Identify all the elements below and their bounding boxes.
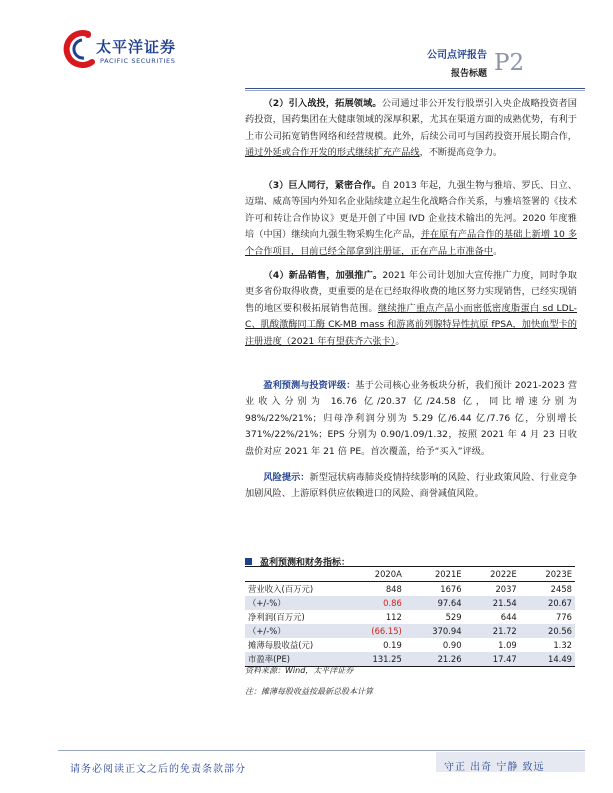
table-row bbox=[245, 624, 575, 638]
company-name-en: PACIFIC SECURITIES bbox=[100, 57, 176, 65]
paragraph-text: 公司通过非公开发行股票引入央企战略投资者国药投资，国药集团在大健康领域的深厚积累，尤其在渠道方面的成熟优势，有利于上市公司拓宽销售网络和经营规模。此外，后续公司可与国药投资开展长期合作， bbox=[245, 98, 577, 142]
table-cell: 776 bbox=[556, 612, 572, 622]
row-label: （+/-%） bbox=[245, 624, 343, 638]
paragraph-underline: 并在原有产品合作的基础上新增 10 多个合作项目，目前已经全部拿到注册证，正在产品上市准备中 bbox=[245, 229, 578, 257]
paragraph-tail: 。 bbox=[395, 335, 405, 347]
table-cell: 0.19 bbox=[383, 640, 402, 650]
page-number: P2 bbox=[494, 50, 525, 76]
column-header bbox=[245, 567, 343, 582]
table-cell: 1676 bbox=[440, 584, 462, 594]
paragraph-strategic-investor bbox=[245, 96, 577, 162]
row-label: （+/-%） bbox=[245, 596, 343, 610]
table-cell: 17.47 bbox=[465, 652, 520, 667]
table-cell: 112 bbox=[385, 612, 402, 622]
logo-mark-icon bbox=[58, 28, 98, 72]
row-label: 营业收入(百万元) bbox=[248, 584, 314, 594]
company-name: 太平洋证券 bbox=[96, 38, 177, 56]
row-label: 摊薄每股收益(元) bbox=[248, 640, 314, 650]
paragraph-heading: （2）引入战投，拓展领域。 bbox=[263, 98, 382, 109]
table-cell: 1.32 bbox=[553, 640, 572, 650]
column-header: 2020A bbox=[343, 567, 405, 582]
paragraph-heading: 盈利预测与投资评级： bbox=[263, 380, 356, 391]
table-note: 注：摊薄每股收益按最新总股本计算 bbox=[245, 687, 373, 696]
paragraph-underline: 通过外延或合作开发的形式继续扩充产品线 bbox=[245, 147, 420, 159]
paragraph-underline: 继续推广重点产品小而密低密度脂蛋白 sd LDL-C、肌酸激酶同工酶 CK-MB mass 和游离前列腺特异性抗原 fPSA，加快血型卡的注册进度（2021 年有望获齐六张卡） bbox=[245, 302, 577, 347]
footer-divider bbox=[58, 750, 585, 751]
table-cell: 21.72 bbox=[465, 624, 520, 638]
paragraph-tail: ，不断提高竞争力。 bbox=[419, 147, 503, 159]
footer-motto: 守正 出奇 宁静 致远 bbox=[444, 762, 545, 773]
paragraph-heading: （3）巨人同行，紧密合作。 bbox=[263, 180, 382, 191]
table-source: 资料来源：Wind，太平洋证券 bbox=[245, 666, 354, 675]
table-cell: 2037 bbox=[495, 584, 517, 594]
table-header-row bbox=[245, 567, 575, 582]
paragraph-risk-warning bbox=[245, 470, 577, 503]
table-row bbox=[245, 596, 575, 610]
paragraph-heading: 风险提示： bbox=[263, 472, 310, 483]
report-title-label: 报告标题 bbox=[450, 69, 487, 79]
financial-table bbox=[245, 566, 575, 667]
paragraph-new-products bbox=[245, 268, 577, 350]
paragraph-text: 新型冠状病毒肺炎疫情持续影响的风险、行业政策风险、行业竞争加剧风险、上游原料供应依赖进口的风险、商誉减值风险。 bbox=[245, 472, 578, 500]
table-cell: 644 bbox=[500, 612, 517, 622]
report-type: 公司点评报告 bbox=[427, 50, 487, 61]
table-cell: 0.86 bbox=[343, 596, 405, 610]
table-title-text: 盈利预测和财务指标： bbox=[260, 558, 351, 568]
column-header: 2021E bbox=[405, 567, 465, 582]
table-row bbox=[245, 582, 575, 597]
paragraph-text: 2021 年公司计划加大宣传推广力度，同时争取更多省份取得收费，更重要的是在已经取得收费的地区努力实现销售，已经实现销售的地区要积极拓展销售范围。 bbox=[245, 270, 577, 314]
square-bullet-icon bbox=[245, 558, 252, 565]
table-cell: 131.25 bbox=[343, 652, 405, 667]
column-header: 2022E bbox=[465, 567, 520, 582]
table-cell: 21.54 bbox=[465, 596, 520, 610]
table-row bbox=[245, 638, 575, 652]
table-cell: 0.90 bbox=[442, 640, 462, 650]
row-label: 市盈率(PE) bbox=[245, 652, 343, 667]
table-cell: 14.49 bbox=[520, 652, 575, 667]
column-header: 2023E bbox=[520, 567, 575, 582]
header-divider-secondary bbox=[245, 90, 585, 91]
table-cell: 20.56 bbox=[520, 624, 575, 638]
table-row bbox=[245, 610, 575, 624]
company-logo bbox=[58, 28, 208, 76]
paragraph-partnership bbox=[245, 178, 577, 260]
table-cell: 2458 bbox=[550, 584, 572, 594]
paragraph-tail: 。 bbox=[493, 245, 503, 257]
table-cell: 370.94 bbox=[405, 624, 465, 638]
table-cell: 21.26 bbox=[405, 652, 465, 667]
table-cell: 1.09 bbox=[498, 640, 517, 650]
paragraph-text: 基于公司核心业务板块分析，我们预计 2021-2023 营业收入分别为 16.76 亿/20.37 亿/24.58 亿，同比增速分别为 98%/22%/21%；归母净利润分别为 5.29 亿/6.44 亿/7.76 亿，分别增长 371%/22%/21%；EPS 分别为 0.90/1.09/1.32，按照 2021 年 4 月 23 日收盘价对应 2021 年 21 倍 PE。首次覆盖，给予“买入”评级。 bbox=[245, 380, 578, 457]
row-label: 净利润(百万元) bbox=[248, 612, 305, 622]
table-cell: 97.64 bbox=[405, 596, 465, 610]
table-cell: 20.67 bbox=[520, 596, 575, 610]
table-cell: (66.15) bbox=[343, 624, 405, 638]
table-cell: 848 bbox=[385, 584, 402, 594]
paragraph-forecast-rating bbox=[245, 378, 577, 460]
paragraph-heading: （4）新品销售，加强推广。 bbox=[263, 270, 383, 281]
header-divider bbox=[245, 88, 585, 89]
table-cell: 529 bbox=[445, 612, 462, 622]
footer-disclaimer: 请务必阅读正文之后的免责条款部分 bbox=[70, 764, 246, 775]
paragraph-text: 自 2013 年起，九强生物与雅培、罗氏、日立、迈瑞、威高等国内外知名企业陆续建立起生化战略合作关系，与雅培签署的《技术许可和转让合作协议》更是开创了中国 IVD 企业技术输出的先河。2020 年度雅培（中国）继续向九强生物采购生化产品， bbox=[245, 180, 577, 241]
